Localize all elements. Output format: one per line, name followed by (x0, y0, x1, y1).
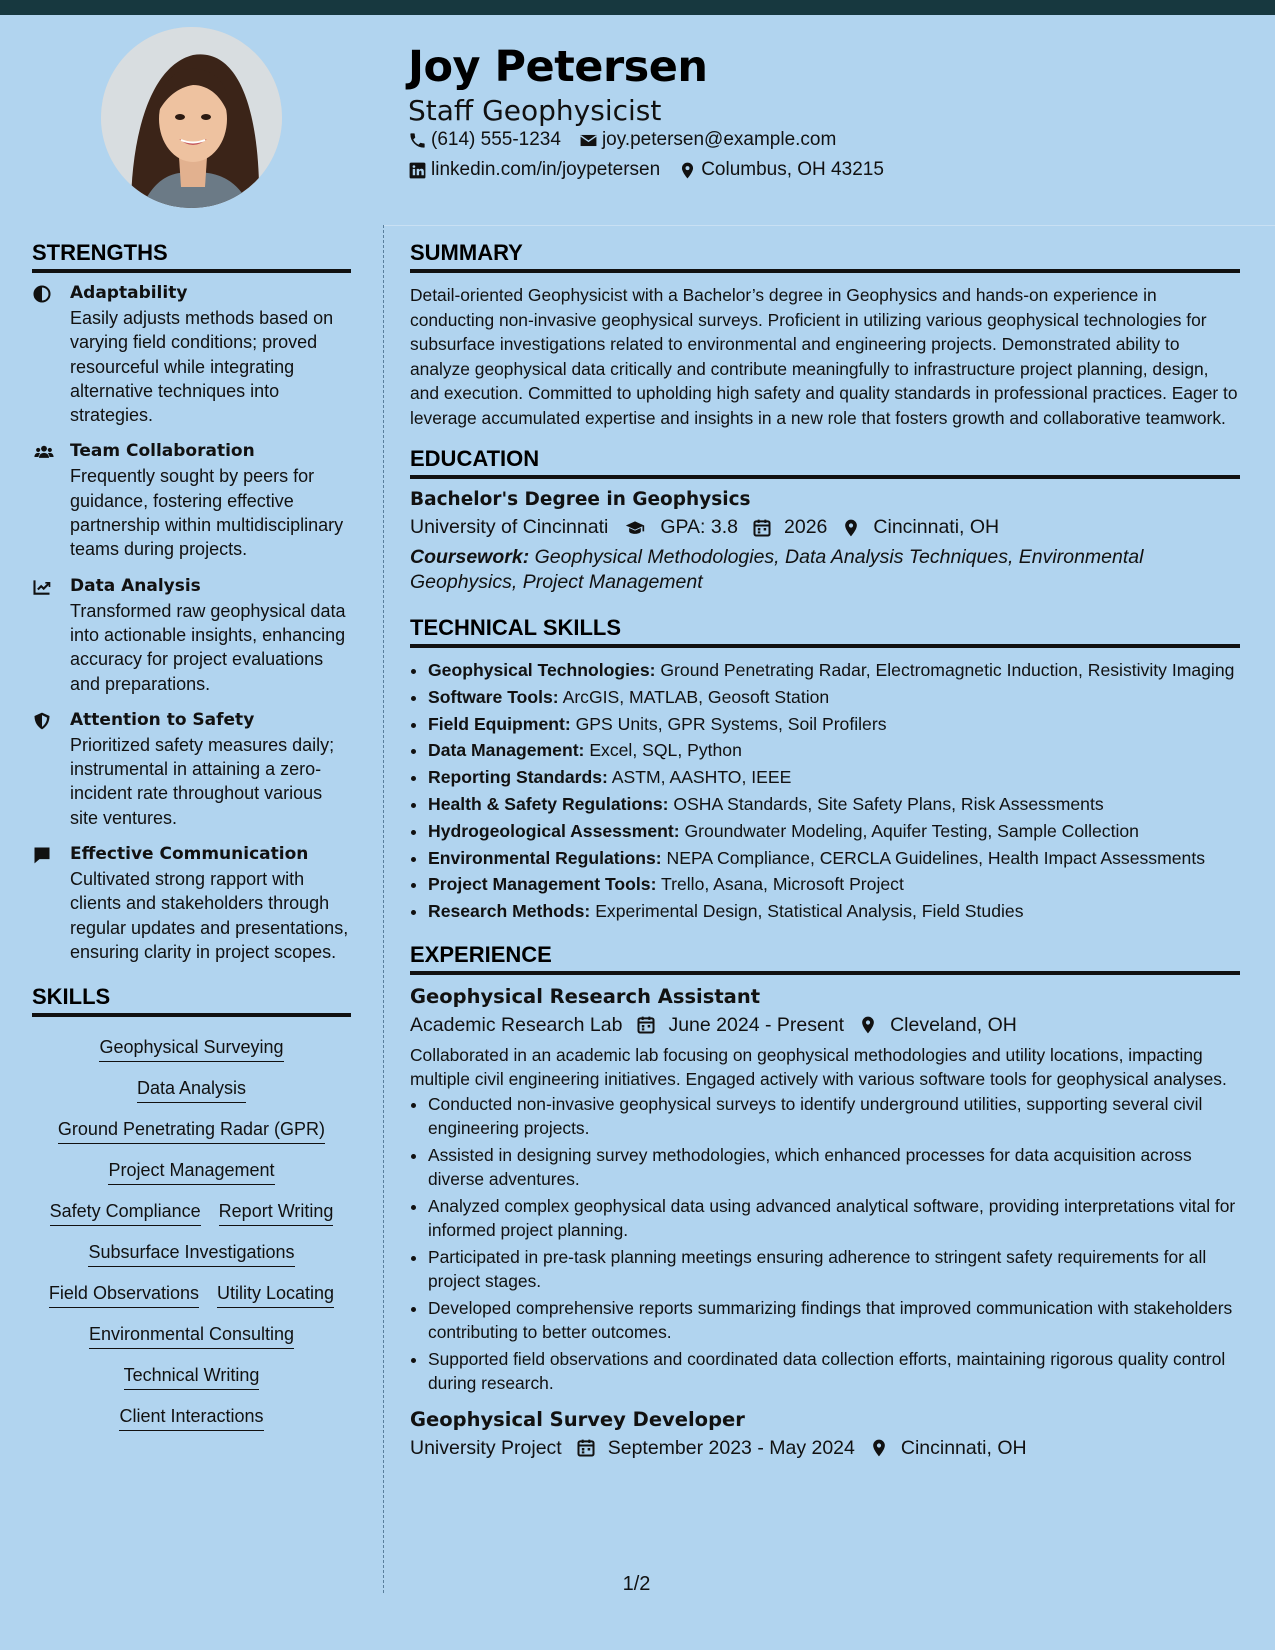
job-location: Cincinnati, OH (900, 1436, 1027, 1459)
skill-values: ArcGIS, MATLAB, Geosoft Station (562, 686, 830, 707)
calendar-icon (636, 1015, 656, 1035)
skill-tag: Data Analysis (137, 1078, 246, 1103)
list-item (428, 792, 1240, 817)
envelope-icon (579, 131, 598, 150)
header-divider (384, 225, 1275, 226)
summary-text: Detail-oriented Geophysicist with a Bachelor’s degree in Geophysics and hands-on experience in conducting non-invasive geophysical surveys. Proficient in utilizing various geophysical technologies for subsurface investigations related to environmental and engineering projects. Demonstrated ability to analyze geophysical data critically and contribute meaningfully to infrastructure project planning, design, and execution. Committed to upholding high safety and quality standards in professional practices. Eager to leverage accumulated expertise and insights in a new role that fosters growth and collaborative teamwork. (410, 285, 1238, 428)
linkedin-icon (408, 161, 427, 180)
map-pin-icon (841, 518, 861, 538)
list-item (428, 738, 1240, 763)
column-divider (383, 225, 384, 1593)
list-item: • Assisted in designing survey methodologies, which enhanced processes for data acquisition across diverse adventures. (428, 1143, 1240, 1192)
skill-tag: Technical Writing (124, 1365, 260, 1390)
job-bullets (410, 1092, 1240, 1396)
job-org: University Project (410, 1436, 562, 1459)
location-text: Columbus, OH 43215 (701, 159, 884, 180)
list-item: • Participated in pre-task planning meetings ensuring adherence to stringent safety requirements for all project stages. (428, 1245, 1240, 1294)
skills-list (32, 1037, 351, 1431)
school-name: University of Cincinnati (410, 516, 609, 538)
phone-icon (408, 131, 427, 150)
skills-heading: SKILLS (32, 984, 351, 1017)
skill-values: Experimental Design, Statistical Analysis, Field Studies (595, 901, 1024, 922)
job-location: Cleveland, OH (890, 1013, 1017, 1036)
portrait-image (101, 27, 282, 208)
calendar-icon (576, 1438, 596, 1458)
skill-values: GPS Units, GPR Systems, Soil Profilers (575, 713, 887, 734)
degree-title: Bachelor's Degree in Geophysics (410, 489, 751, 510)
summary-heading: SUMMARY (410, 240, 1240, 273)
school-location: Cincinnati, OH (873, 516, 1000, 538)
map-pin-icon (869, 1438, 889, 1458)
job-title: Geophysical Research Assistant (410, 984, 761, 1008)
list-item: • Analyzed complex geophysical data using advanced analytical software, providing interpretations vital for informed project planning. (428, 1194, 1240, 1243)
list-item: • Supported field observations and coordinated data collection efforts, maintaining rigorous quality control during research. (428, 1347, 1240, 1396)
top-bar (0, 0, 1275, 15)
experience-heading: EXPERIENCE (410, 942, 1240, 975)
map-pin-icon (858, 1015, 878, 1035)
list-item (428, 765, 1240, 790)
skill-category: Environmental Regulations: (428, 847, 662, 868)
shield-icon (32, 711, 52, 731)
skill-tag: Project Management (108, 1160, 274, 1185)
strength-description: Cultivated strong rapport with clients and stakeholders through regular updates and presentations, ensuring clarity in project scopes. (70, 869, 349, 962)
list-item (428, 846, 1240, 871)
strength-description: Frequently sought by peers for guidance, fostering effective partnership within multidisciplinary teams during projects. (70, 466, 344, 560)
graduation-year: 2026 (784, 516, 828, 538)
skill-values: OSHA Standards, Site Safety Plans, Risk Assessments (673, 793, 1104, 814)
skill-tag: Report Writing (219, 1201, 334, 1226)
chart-line-icon (32, 577, 52, 597)
skill-tag: Safety Compliance (50, 1201, 201, 1226)
graduation-cap-icon (622, 518, 648, 538)
phone-text: (614) 555-1234 (431, 129, 561, 150)
location-contact (678, 159, 884, 181)
coursework-list: Geophysical Methodologies, Data Analysis Techniques, Environmental Geophysics, Project Management (410, 546, 1144, 593)
strength-title: Data Analysis (70, 575, 201, 596)
skill-values: Excel, SQL, Python (589, 740, 742, 761)
job-title: Geophysical Survey Developer (410, 1407, 745, 1431)
job-description: Collaborated in an academic lab focusing on geophysical methodologies and utility locations, impacting multiple civil engineering initiatives. Engaged actively with various software tools for geophysical analyses. (410, 1044, 1227, 1090)
job-dates: June 2024 - Present (668, 1013, 845, 1036)
coursework-label: Coursework: (410, 546, 530, 568)
job-dates: September 2023 - May 2024 (607, 1436, 855, 1459)
list-item: • Developed comprehensive reports summarizing findings that improved communication with stakeholders contributing to better outcomes. (428, 1296, 1240, 1345)
strength-item (32, 576, 351, 696)
coursework (410, 545, 1240, 595)
phone-contact (408, 129, 561, 151)
strength-item (32, 710, 351, 830)
skill-category: Data Management: (428, 740, 585, 761)
page-number (0, 1573, 1275, 1596)
skill-tag: Geophysical Surveying (99, 1037, 283, 1062)
skill-category: Research Methods: (428, 901, 591, 922)
technical-skills-heading: TECHNICAL SKILLS (410, 615, 1240, 648)
linkedin-text[interactable]: linkedin.com/in/joypetersen (431, 159, 661, 180)
education-meta (410, 516, 1240, 539)
contact-row-2 (408, 159, 902, 181)
candidate-name: Joy Petersen (408, 42, 708, 92)
strength-title: Team Collaboration (70, 441, 255, 462)
strength-item (32, 441, 351, 561)
list-item (428, 872, 1240, 897)
skill-category: Hydrogeological Assessment: (428, 820, 680, 841)
users-icon (32, 442, 56, 462)
strength-description: Prioritized safety measures daily; instrumental in attaining a zero-incident rate throughout various site ventures. (70, 734, 335, 828)
strength-title: Effective Communication (70, 844, 309, 865)
list-item (428, 819, 1240, 844)
right-column (410, 240, 1240, 1466)
job-meta (410, 1014, 1240, 1037)
strength-title: Adaptability (70, 283, 188, 303)
list-item (428, 899, 1240, 924)
strength-item (32, 844, 351, 964)
strength-description: Transformed raw geophysical data into actionable insights, enhancing accuracy for project evaluations and preparations. (70, 600, 346, 694)
skill-category: Health & Safety Regulations: (428, 793, 669, 814)
skill-tag: Field Observations (49, 1283, 199, 1308)
strength-title: Attention to Safety (70, 709, 255, 730)
email-text[interactable]: joy.petersen@example.com (601, 129, 837, 150)
list-item (428, 658, 1240, 683)
email-contact[interactable] (579, 129, 836, 151)
skill-category: Reporting Standards: (428, 767, 608, 788)
left-column (32, 240, 351, 1431)
skill-values: Groundwater Modeling, Aquifer Testing, Sample Collection (684, 820, 1139, 841)
skill-values: NEPA Compliance, CERCLA Guidelines, Health Impact Assessments (666, 847, 1206, 868)
skill-tag: Client Interactions (119, 1406, 263, 1431)
map-pin-icon (678, 161, 697, 180)
skill-category: Project Management Tools: (428, 874, 657, 895)
skill-tag: Subsurface Investigations (88, 1242, 294, 1267)
linkedin-contact[interactable] (408, 159, 660, 181)
skill-tag: Utility Locating (217, 1283, 334, 1308)
half-circle-icon (32, 284, 52, 304)
skill-category: Field Equipment: (428, 713, 571, 734)
calendar-icon (752, 518, 772, 538)
list-item (428, 685, 1240, 710)
gpa-text: GPA: 3.8 (660, 516, 739, 538)
skill-values: Trello, Asana, Microsoft Project (661, 874, 904, 895)
technical-skills-list (410, 658, 1240, 924)
strength-description: Easily adjusts methods based on varying field conditions; proved resourceful while integrating alternative techniques into strategies. (70, 308, 334, 426)
skill-tag: Ground Penetrating Radar (GPR) (58, 1119, 325, 1144)
page-number-text: 1/2 (622, 1573, 651, 1595)
job-org: Academic Research Lab (410, 1013, 623, 1036)
strength-item (32, 283, 351, 427)
contact-row-1 (408, 129, 854, 151)
list-item: • Conducted non-invasive geophysical surveys to identify underground utilities, supporting several civil engineering projects. (428, 1092, 1240, 1141)
comment-icon (32, 845, 52, 865)
job-meta (410, 1437, 1240, 1460)
skill-values: ASTM, AASHTO, IEEE (611, 767, 792, 788)
profile-photo (101, 27, 282, 208)
strengths-heading: STRENGTHS (32, 240, 351, 273)
skill-category: Geophysical Technologies: (428, 660, 656, 680)
skill-values: Ground Penetrating Radar, Electromagnetic Induction, Resistivity Imaging (660, 660, 1235, 680)
education-heading: EDUCATION (410, 446, 1240, 479)
list-item (428, 712, 1240, 737)
candidate-title: Staff Geophysicist (408, 94, 662, 127)
skill-category: Software Tools: (428, 686, 559, 707)
skill-tag: Environmental Consulting (89, 1324, 294, 1349)
